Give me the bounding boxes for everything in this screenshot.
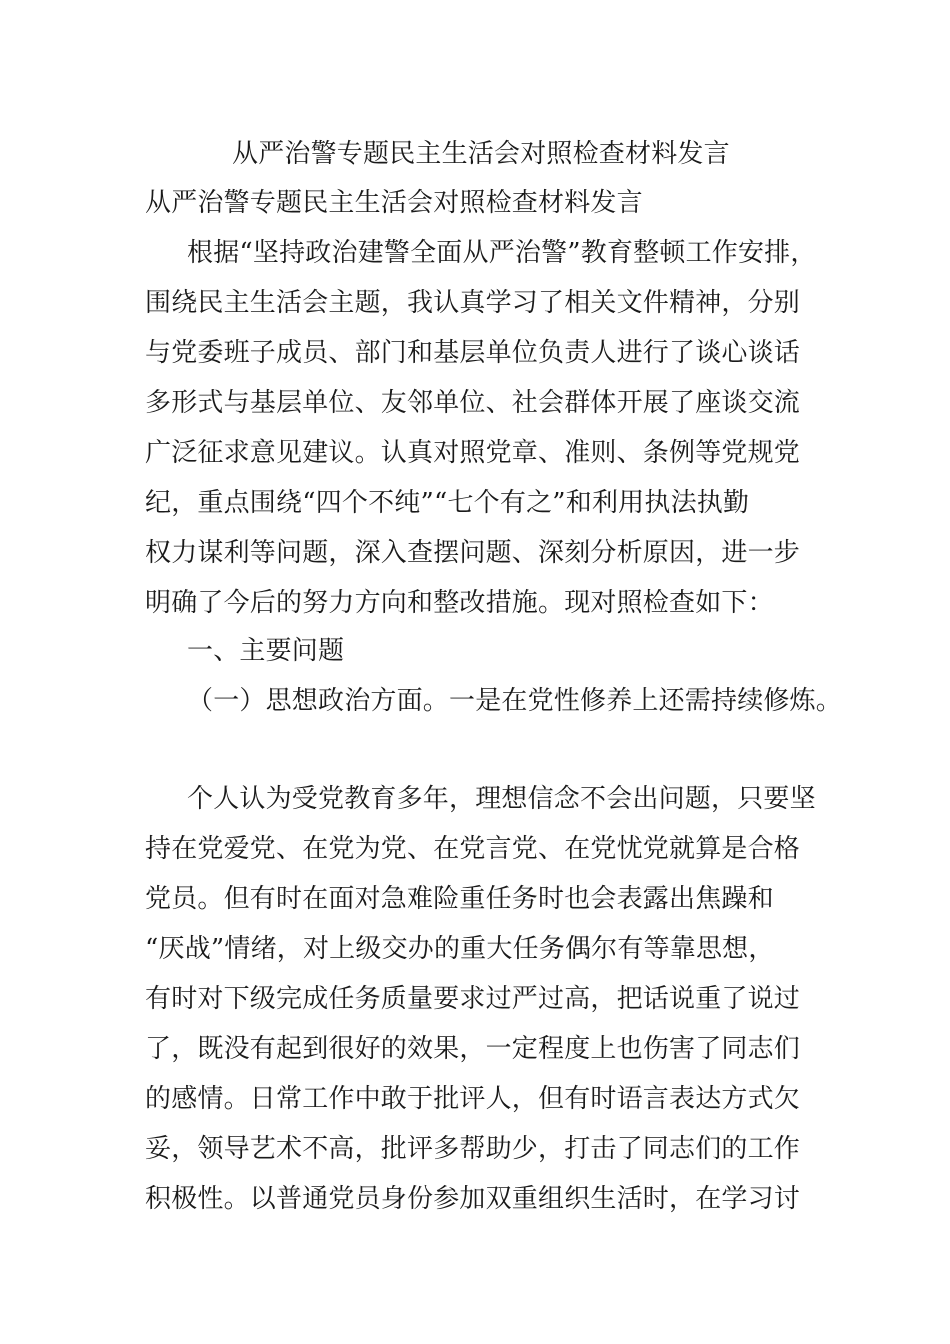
paragraph-line: 明确了今后的努力方向和整改措施。现对照检查如下： [145, 588, 774, 618]
paragraph-line: 围绕民主生活会主题，我认真学习了相关文件精神，分别 [145, 288, 801, 318]
paragraph-line: 个人认为受党教育多年，理想信念不会出问题，只要坚 [187, 784, 816, 814]
section-heading: 一、主要问题 [187, 636, 345, 666]
paragraph-line: 积极性。以普通党员身份参加双重组织生活时，在学习讨 [145, 1184, 801, 1214]
paragraph-line: 的感情。日常工作中敢于批评人，但有时语言表达方式欠 [145, 1084, 801, 1114]
paragraph-line: 根据“坚持政治建警全面从严治警”教育整顿工作安排， [187, 238, 817, 268]
paragraph-line: 妥，领导艺术不高，批评多帮助少，打击了同志们的工作 [145, 1134, 801, 1164]
paragraph-line: 党员。但有时在面对急难险重任务时也会表露出焦躁和 [145, 884, 774, 914]
paragraph-line: 了，既没有起到很好的效果，一定程度上也伤害了同志们 [145, 1034, 801, 1064]
document-title: 从严治警专题民主生活会对照检查材料发言 [232, 139, 730, 169]
paragraph-line: 权力谋利等问题，深入查摆问题、深刻分析原因，进一步 [145, 538, 801, 568]
paragraph-line: 广泛征求意见建议。认真对照党章、准则、条例等党规党 [145, 438, 801, 468]
paragraph-line: 多形式与基层单位、友邻单位、社会群体开展了座谈交流 [145, 388, 801, 418]
paragraph-line: 与党委班子成员、部门和基层单位负责人进行了谈心谈话 [145, 338, 801, 368]
document-subtitle: 从严治警专题民主生活会对照检查材料发言 [145, 188, 643, 218]
paragraph-line: 持在党爱党、在党为党、在党言党、在党忧党就算是合格 [145, 834, 801, 864]
paragraph-line: 有时对下级完成任务质量要求过严过高，把话说重了说过 [145, 984, 801, 1014]
subsection-heading: （一）思想政治方面。一是在党性修养上还需持续修炼。 [187, 686, 843, 716]
paragraph-line: 纪，重点围绕“四个不纯”“七个有之”和利用执法执勤 [145, 488, 750, 518]
paragraph-line: “厌战”情绪，对上级交办的重大任务偶尔有等靠思想， [145, 934, 775, 964]
